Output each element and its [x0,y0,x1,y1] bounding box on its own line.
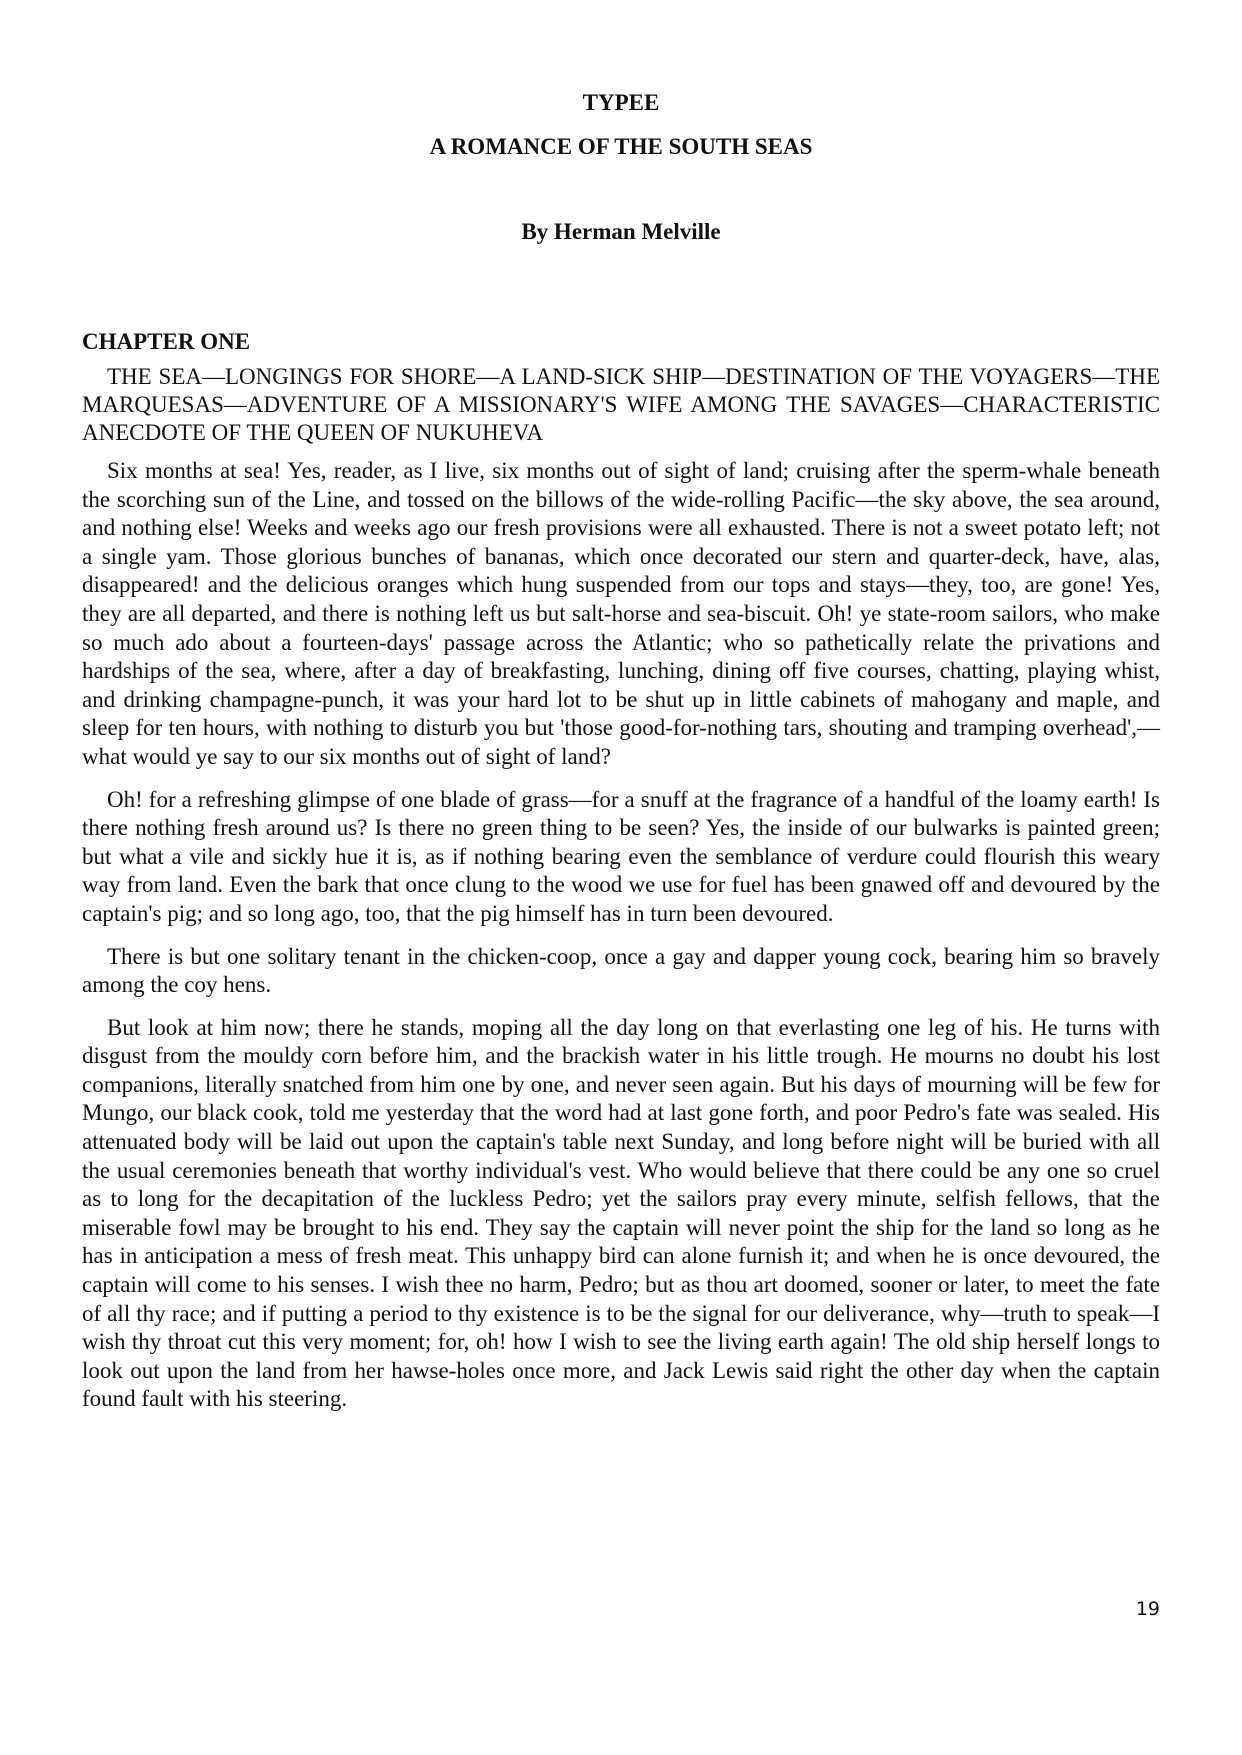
chapter-summary: THE SEA—LONGINGS FOR SHORE—A LAND-SICK SHIP—DESTINATION OF THE VOYAGERS—THE MARQUESAS—ADVENTURE OF A MISSIONARY'S WIFE AMONG THE SAVAGES—CHARACTERISTIC ANECDOTE OF THE QUEEN OF NUKUHEVA [82,364,1160,445]
page-content [82,88,1160,1414]
page-number: 19 [1135,1598,1160,1620]
author-byline: By Herman Melville [521,219,721,244]
title-block [82,88,1160,247]
paragraph-2: Oh! for a refreshing glimpse of one blade of grass—for a snuff at the fragrance of a handful of the loamy earth! Is there nothing fresh around us? Is there no green thing to be seen? Yes, the inside of our bulwarks is painted green; but what a vile and sickly hue it is, as if nothing bearing even the semblance of verdure could flourish this weary way from land. Even the bark that once clung to the wood we use for fuel has been gnawed off and devoured by the captain's pig; and so long ago, too, that the pig himself has in turn been devoured. [82,786,1160,926]
book-title: TYPEE [582,90,660,115]
book-subtitle: A ROMANCE OF THE SOUTH SEAS [429,134,813,159]
paragraph-1: Six months at sea! Yes, reader, as I live, six months out of sight of land; cruising after the sperm-whale beneath the scorching sun of the Line, and tossed on the billows of the wide-rolling Pacific—the sky above, the sea around, and nothing else! Weeks and weeks ago our fresh provisions were all exhausted. There is not a sweet potato left; not a single yam. Those glorious bunches of bananas, which once decorated our stern and quarter-deck, have, alas, disappeared! and the delicious oranges which hung suspended from our tops and stays—they, too, are gone! Yes, they are all departed, and there is nothing left us but salt-horse and sea-biscuit. Oh! ye state-room sailors, who make so much ado about a fourteen-days' passage across the Atlantic; who so pathetically relate the privations and hardships of the sea, where, after a day of breakfasting, lunching, dining off five courses, chatting, playing whist, and drinking champagne-punch, it was your hard lot to be shut up in little cabinets of mahogany and maple, and sleep for ten hours, with nothing to disturb you but 'those good-for-nothing tars, shouting and tramping overhead',—what would ye say to our six months out of sight of land? [82,458,1160,769]
chapter-heading: CHAPTER ONE [82,329,251,354]
paragraph-4: But look at him now; there he stands, moping all the day long on that everlasting one leg of his. He turns with disgust from the mouldy corn before him, and the brackish water in his little trough. He mourns no doubt his lost companions, literally snatched from him one by one, and never seen again. But his days of mourning will be few for Mungo, our black cook, told me yesterday that the word had at last gone forth, and poor Pedro's fate was sealed. His attenuated body will be laid out upon the captain's table next Sunday, and long before night will be buried with all the usual ceremonies beneath that worthy individual's vest. Who would believe that there could be any one so cruel as to long for the decapitation of the luckless Pedro; yet the sailors pray every minute, selfish fellows, that the miserable fowl may be brought to his end. They say the captain will never point the ship for the land so long as he has in anticipation a mess of fresh meat. This unhappy bird can alone furnish it; and when he is once devoured, the captain will come to his senses. I wish thee no harm, Pedro; but as thou art doomed, sooner or later, to meet the fate of all thy race; and if putting a period to thy existence is to be the signal for our deliverance, why—truth to speak—I wish thy throat cut this very moment; for, oh! how I wish to see the living earth again! The old ship herself longs to look out upon the land from her hawse-holes once more, and Jack Lewis said right the other day when the captain found fault with his steering. [82,1014,1160,1412]
paragraph-3: There is but one solitary tenant in the chicken-coop, once a gay and dapper young cock, bearing him so bravely among the coy hens. [82,943,1160,998]
